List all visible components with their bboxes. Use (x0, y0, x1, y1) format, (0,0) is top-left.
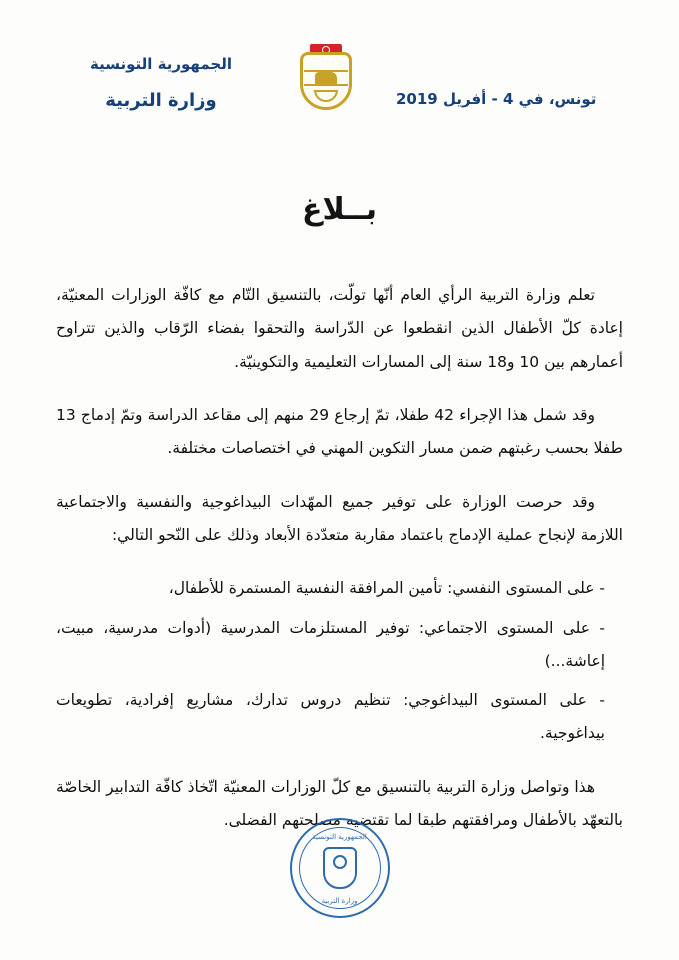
header-date-block (386, 42, 623, 108)
header-authority-block (56, 42, 266, 111)
page-title: بــلاغ (301, 192, 378, 227)
ministry-official-stamp-icon (290, 818, 390, 918)
document-date: تونس، في 4 - أفريل 2019 (396, 90, 597, 108)
document-header (0, 0, 679, 140)
paragraph-3: وقد حرصت الوزارة على توفير جميع المهّدات البيداغوجية والنفسية والاجتماعية اللازمة لإنجاح عملية الإدماج باعتماد مقاربة متعدّدة الأبعاد وذلك على النّحو التالي: (56, 492, 623, 544)
lion-element (315, 72, 337, 85)
measures-list (56, 572, 623, 751)
list-item: - على المستوى البيداغوجي: تنظيم دروس تدارك، مشاريع إفرادية، تطويعات بيداغوجية. (56, 691, 605, 743)
stamp-inner-emblem (323, 847, 357, 889)
emblem-container (266, 42, 386, 116)
paragraph-2: وقد شمل هذا الإجراء 42 طفلا، تمّ إرجاع 29 منهم إلى مقاعد الدراسة وتمّ إدماج 13 طفلا بحسب رغبتهم ضمن مسار التكوين المهني في اختصاصات مختلفة. (56, 405, 623, 458)
document-body (0, 279, 679, 837)
stamp-bottom-text: وزارة التربية (321, 897, 358, 905)
tunisia-coat-of-arms-icon (296, 44, 356, 116)
list-item: - على المستوى النفسي: تأمين المرافقة النفسية المستمرة للأطفال، (168, 579, 605, 598)
ministry-title: وزارة التربية (105, 90, 217, 111)
stamp-top-text: الجمهورية التونسية (312, 833, 367, 841)
paragraph-1: تعلم وزارة التربية الرأي العام أنّها تولّت، بالتنسيق التّام مع كافّة الوزارات المعنيّة، إعادة كلّ الأطفال الذين انقطعوا عن الدّراسة والتحقوا بفضاء الرّقاب والذين تتراوح أعمارهم بين 10 و18 سنة إلى المسارات التعليمية والتكوينيّة. (56, 286, 623, 371)
stamp-container (0, 818, 679, 918)
republic-title: الجمهورية التونسية (90, 55, 232, 73)
closing-paragraph: هذا وتواصل وزارة التربية بالتنسيق مع كلّ الوزارات المعنيّة اتّخاذ كافّة التدابير الخاصّة بالتعهّد بالأطفال ومرافقتهم طبقا لما تقتضيه مصلحتهم الفضلى. (56, 777, 623, 830)
list-item: - على المستوى الاجتماعي: توفير المستلزمات المدرسية (أدوات مدرسية، مبيت، إعاشة...) (56, 618, 605, 670)
